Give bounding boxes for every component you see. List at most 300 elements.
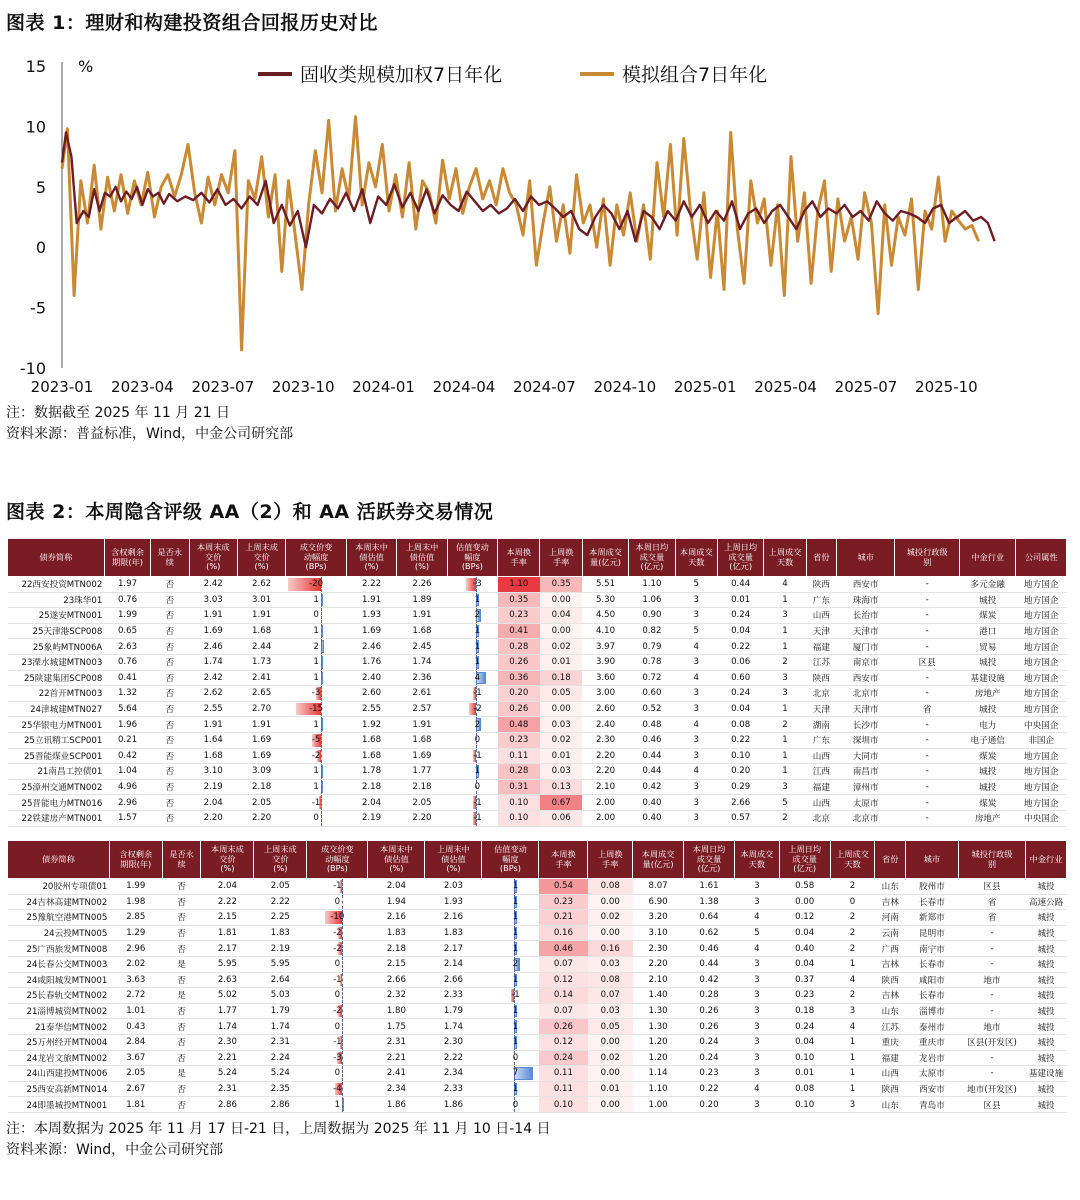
table-cell: [447, 592, 497, 608]
table-cell: [629, 592, 675, 608]
table-cell: [633, 1019, 684, 1035]
table-cell: [539, 972, 588, 988]
cell-value: 1: [474, 766, 481, 777]
cell-value: 城投: [1037, 944, 1055, 955]
cell-value: 3: [693, 688, 699, 699]
cell-value: -1: [511, 990, 520, 1001]
cell-value: 25陕建集团SCP008: [23, 673, 103, 684]
data-bar-axis: [342, 1019, 343, 1034]
cell-value: 5.64: [117, 704, 138, 715]
cell-value: 25遂安MTN001: [38, 611, 103, 622]
cell-value: 0.12: [795, 912, 815, 923]
table-cell: [675, 748, 717, 764]
cell-value: 非国企: [1028, 736, 1055, 747]
cell-value: 5: [782, 797, 788, 808]
cell-value: 北京: [812, 814, 830, 825]
cell-value: 0.48: [642, 719, 662, 730]
cell-value: 0: [334, 959, 341, 970]
cell-value: 2.20: [412, 813, 432, 824]
table-cell: [482, 1050, 539, 1066]
cell-value: 0.42: [699, 974, 719, 985]
cell-value: 1: [782, 704, 788, 715]
table-cell: [189, 639, 237, 655]
table-cell: [830, 956, 875, 972]
table-cell: [905, 1019, 958, 1035]
cell-value: 0: [313, 610, 319, 621]
cell-value: 福建: [812, 783, 830, 794]
cell-value: 1.86: [443, 1099, 463, 1110]
cell-value: 21南昌工控债01: [37, 767, 103, 778]
table-header-cell: 上周日均 成交量 (亿元): [779, 841, 830, 879]
cell-value: 1.91: [412, 719, 432, 730]
cell-value: 地方国企: [1024, 627, 1059, 638]
table-cell: [109, 1050, 162, 1066]
table-cell: [895, 795, 960, 811]
cell-value: 4: [693, 672, 699, 683]
table-cell: [830, 1003, 875, 1019]
table-cell: [806, 717, 836, 733]
cell-value: 1: [782, 641, 788, 652]
table-cell: [895, 592, 960, 608]
cell-value: 0.54: [553, 881, 573, 892]
cell-value: 0: [334, 990, 341, 1001]
cell-value: 1: [313, 782, 319, 793]
table-cell: [675, 810, 717, 826]
cell-value: 3: [754, 1068, 760, 1079]
cell-value: 地方国企: [1024, 595, 1059, 606]
cell-value: 福建: [812, 642, 830, 653]
cell-value: 2.30: [443, 1037, 463, 1048]
cell-value: 0.08: [795, 1084, 815, 1095]
cell-value: 2.61: [412, 688, 432, 699]
table-row: [8, 764, 1067, 780]
table-cell: [779, 1066, 830, 1082]
table-cell: [189, 732, 237, 748]
cell-value: 0.02: [551, 735, 571, 746]
table-cell: [1016, 623, 1067, 639]
cell-value: 2.31: [217, 1084, 237, 1095]
cell-value: 2.02: [126, 959, 146, 970]
table-cell: [836, 732, 894, 748]
cell-value: -: [925, 626, 929, 637]
data-bar-axis: [321, 639, 322, 654]
data-bar-axis: [321, 749, 322, 764]
table-cell: [482, 910, 539, 926]
cell-value: 1: [782, 766, 788, 777]
cell-value: 2.96: [126, 943, 146, 954]
cell-value: 0.08: [600, 881, 620, 892]
cell-value: 2.22: [443, 1052, 463, 1063]
cell-value: 1: [849, 1052, 856, 1063]
table-cell: [836, 779, 894, 795]
cell-value: 0.11: [553, 1068, 573, 1079]
table-cell: [162, 1034, 201, 1050]
cell-value: 3.63: [126, 974, 146, 985]
table-cell: [684, 1081, 735, 1097]
cell-value: 3: [754, 1006, 760, 1017]
cell-value: 1.14: [648, 1068, 668, 1079]
table-cell: [1026, 1019, 1067, 1035]
table-cell: [539, 894, 588, 910]
cell-value: 0.60: [731, 672, 751, 683]
table-cell: [286, 592, 347, 608]
cell-value: 1.99: [117, 610, 138, 621]
cell-value: 城投: [1037, 960, 1055, 971]
table-cell: [764, 577, 806, 593]
table-cell: [582, 795, 628, 811]
cell-value: 1.91: [361, 594, 382, 605]
cell-value: 0.02: [551, 641, 571, 652]
cell-value: 2: [849, 881, 856, 892]
cell-value: 吉林: [881, 897, 899, 908]
cell-value: 0.10: [731, 750, 751, 761]
table-cell: [307, 1066, 368, 1082]
cell-value: 25西安高新MTN014: [26, 1085, 108, 1096]
cell-value: 云南: [881, 929, 899, 940]
table-cell: [1016, 639, 1067, 655]
table-cell: [8, 894, 110, 910]
cell-value: 1: [782, 750, 788, 761]
cell-value: -: [925, 797, 929, 808]
table-cell: [675, 717, 717, 733]
cell-value: 0.60: [642, 688, 662, 699]
table-cell: [286, 701, 347, 717]
table-cell: [764, 670, 806, 686]
x-tick-label: 2025-10: [915, 378, 978, 396]
table-cell: [779, 910, 830, 926]
table-cell: [425, 1019, 482, 1035]
cell-value: 0.01: [551, 657, 571, 668]
cell-value: 0.04: [795, 959, 815, 970]
cell-value: 0.00: [551, 704, 571, 715]
table-cell: [779, 1050, 830, 1066]
table-cell: [1016, 732, 1067, 748]
cell-value: 0.26: [509, 657, 529, 668]
table-cell: [734, 1066, 779, 1082]
cell-value: 4: [474, 672, 481, 683]
table-cell: [254, 941, 307, 957]
cell-value: 1: [512, 928, 519, 939]
cell-value: 是: [177, 1069, 186, 1080]
cell-value: 0.41: [509, 626, 529, 637]
cell-value: 0.07: [600, 990, 620, 1001]
cell-value: 胶州市: [919, 882, 945, 893]
cell-value: 1: [782, 594, 788, 605]
table-cell: [498, 701, 540, 717]
table-cell: [905, 894, 958, 910]
table-cell: [717, 748, 763, 764]
cell-value: 电子通信: [970, 736, 1005, 747]
table-cell: [675, 592, 717, 608]
cell-value: 2.40: [361, 672, 382, 683]
cell-value: 1.74: [270, 1021, 290, 1032]
table-header-cell: 是否永 续: [151, 539, 189, 577]
cell-value: 0: [512, 1052, 519, 1063]
table-cell: [307, 894, 368, 910]
table-cell: [447, 795, 497, 811]
cell-value: 1: [313, 766, 319, 777]
table-cell: [109, 941, 162, 957]
table-row: [8, 1081, 1067, 1097]
cell-value: 1.94: [386, 896, 406, 907]
cell-value: 0.35: [551, 579, 571, 590]
table-cell: [151, 670, 189, 686]
legend-label: 固收类规模加权7日年化: [300, 64, 503, 86]
cell-value: 2.66: [731, 797, 751, 808]
table-cell: [346, 732, 396, 748]
table-cell: [539, 1050, 588, 1066]
x-tick-label: 2024-07: [513, 378, 576, 396]
cell-value: -15: [309, 704, 324, 715]
cell-value: 城投: [979, 705, 997, 716]
table-cell: [582, 779, 628, 795]
table-cell: [806, 701, 836, 717]
cell-value: 1.38: [699, 896, 719, 907]
cell-value: 2.18: [361, 782, 382, 793]
cell-value: 1.83: [270, 928, 290, 939]
table-cell: [254, 1081, 307, 1097]
table-cell: [286, 795, 347, 811]
cell-value: 0.28: [509, 766, 529, 777]
cell-value: 2.62: [252, 579, 272, 590]
cell-value: 0.00: [551, 594, 571, 605]
cell-value: 1: [512, 896, 519, 907]
cell-value: 2.31: [386, 1037, 406, 1048]
table-cell: [836, 592, 894, 608]
table-cell: [830, 1081, 875, 1097]
table-cell: [540, 717, 582, 733]
cell-value: 1: [474, 626, 481, 637]
table-cell: [1026, 1081, 1067, 1097]
table-cell: [684, 1097, 735, 1113]
table-cell: [895, 732, 960, 748]
table-cell: [540, 639, 582, 655]
cell-value: 0.40: [642, 797, 662, 808]
cell-value: 5.51: [595, 579, 616, 590]
table-cell: [582, 577, 628, 593]
table-cell: [8, 956, 110, 972]
cell-value: 2: [849, 990, 856, 1001]
table-cell: [307, 972, 368, 988]
table-cell: [8, 1019, 110, 1035]
cell-value: 4: [693, 641, 699, 652]
cell-value: 2: [849, 928, 856, 939]
table-cell: [905, 941, 958, 957]
cell-value: 5.24: [270, 1068, 290, 1079]
cell-value: 1.91: [412, 610, 432, 621]
table-cell: [237, 779, 285, 795]
cell-value: 1.01: [126, 1006, 146, 1017]
table-cell: [779, 1003, 830, 1019]
table-header-cell: 含权剩余 期限(年): [104, 539, 150, 577]
cell-value: 北京: [812, 689, 830, 700]
table-cell: [875, 1034, 906, 1050]
table-cell: [958, 1050, 1025, 1066]
cell-value: 3: [754, 896, 760, 907]
cell-value: 1.30: [648, 1006, 668, 1017]
cell-value: 22首开MTN003: [38, 689, 103, 700]
table-cell: [8, 639, 105, 655]
cell-value: 1.91: [252, 610, 272, 621]
cell-value: 0.03: [600, 1006, 620, 1017]
cell-value: 1.61: [699, 881, 719, 892]
cell-value: 0.90: [642, 610, 662, 621]
table-cell: [539, 1097, 588, 1113]
cell-value: 地市: [983, 975, 1001, 986]
table-cell: [151, 608, 189, 624]
cell-value: 2.36: [412, 672, 432, 683]
table-cell: [1016, 670, 1067, 686]
cell-value: 0.00: [600, 1068, 620, 1079]
cell-value: 地方国企: [1024, 611, 1059, 622]
cell-value: 高速公路: [1028, 897, 1064, 908]
cell-value: 西安市: [852, 580, 879, 591]
table-cell: [151, 717, 189, 733]
cell-value: 2.72: [126, 990, 146, 1001]
cell-value: 2.22: [270, 896, 290, 907]
cell-value: 2: [474, 719, 481, 730]
cell-value: 3.10: [648, 928, 668, 939]
table-cell: [8, 577, 105, 593]
cell-value: -5: [311, 735, 321, 746]
table-cell: [498, 639, 540, 655]
table-row: [8, 1019, 1067, 1035]
table-cell: [307, 879, 368, 895]
cell-value: 区县: [983, 1100, 1001, 1111]
table-cell: [368, 1019, 425, 1035]
table-cell: [629, 795, 675, 811]
cell-value: 0.76: [117, 657, 138, 668]
table-cell: [905, 1050, 958, 1066]
cell-value: 0.58: [795, 881, 815, 892]
cell-value: 22铁建房产MTN001: [21, 814, 103, 825]
cell-value: 漳州市: [852, 783, 879, 794]
cell-value: 2.35: [270, 1084, 290, 1095]
table-cell: [836, 623, 894, 639]
cell-value: 0.00: [600, 896, 620, 907]
figure2-title: 图表 2：本周隐含评级 AA（2）和 AA 活跃券交易情况: [6, 501, 494, 523]
cell-value: 广东: [812, 595, 830, 606]
table-cell: [109, 1003, 162, 1019]
cell-value: 2.70: [252, 704, 272, 715]
table-header-cell: 中金行业: [959, 539, 1015, 577]
table-cell: [8, 748, 105, 764]
table-cell: [447, 810, 497, 826]
cell-value: 0.10: [553, 1099, 573, 1110]
cell-value: 1.97: [117, 579, 138, 590]
table-cell: [629, 608, 675, 624]
cell-value: 1: [782, 626, 788, 637]
table-cell: [162, 910, 201, 926]
table-cell: [397, 779, 447, 795]
table-cell: [447, 779, 497, 795]
table-cell: [447, 608, 497, 624]
cell-value: 1: [512, 1006, 519, 1017]
table-cell: [675, 654, 717, 670]
cell-value: 1: [782, 735, 788, 746]
data-bar-axis: [342, 957, 343, 972]
table-cell: [717, 670, 763, 686]
cell-value: 1.79: [270, 1006, 290, 1017]
table-cell: [201, 1066, 254, 1082]
y-tick-label: -10: [19, 359, 46, 378]
cell-value: 2.63: [117, 641, 138, 652]
cell-value: 0.10: [509, 797, 529, 808]
table-cell: [684, 925, 735, 941]
table-cell: [734, 941, 779, 957]
table-cell: [806, 764, 836, 780]
table-cell: [806, 795, 836, 811]
cell-value: 地市: [983, 1022, 1001, 1033]
table-row: [8, 1097, 1067, 1113]
table-cell: [895, 670, 960, 686]
table-cell: [104, 670, 150, 686]
table-cell: [346, 701, 396, 717]
table-row: [8, 639, 1067, 655]
cell-value: 4: [693, 719, 699, 730]
table-cell: [1026, 941, 1067, 957]
table-cell: [346, 639, 396, 655]
cell-value: 是: [177, 991, 186, 1002]
table-header-cell: 省份: [875, 841, 906, 879]
cell-value: 0.18: [795, 1006, 815, 1017]
cell-value: 城投: [1037, 1053, 1055, 1064]
table-cell: [959, 686, 1015, 702]
table-cell: [959, 701, 1015, 717]
cell-value: 0.24: [731, 688, 751, 699]
table-cell: [8, 608, 105, 624]
table-cell: [346, 779, 396, 795]
table-cell: [764, 654, 806, 670]
cell-value: 1.69: [252, 735, 272, 746]
cell-value: 3: [693, 657, 699, 668]
table-cell: [8, 779, 105, 795]
table-cell: [189, 748, 237, 764]
cell-value: 1.68: [361, 750, 382, 761]
table-cell: [1026, 879, 1067, 895]
table-cell: [684, 1034, 735, 1050]
cell-value: 2: [474, 610, 481, 621]
table-cell: [346, 654, 396, 670]
cell-value: -3: [333, 1052, 342, 1063]
table-cell: [8, 764, 105, 780]
table-cell: [629, 732, 675, 748]
table-cell: [307, 941, 368, 957]
cell-value: 湖南: [812, 720, 830, 731]
cell-value: 1: [474, 657, 481, 668]
cell-value: 否: [177, 882, 186, 893]
cell-value: 2.04: [386, 881, 406, 892]
table-cell: [633, 956, 684, 972]
table-cell: [629, 810, 675, 826]
table-cell: [539, 925, 588, 941]
chart-legend: [258, 64, 767, 86]
cell-value: 0.35: [509, 594, 529, 605]
figure1-title: 图表 1：理财和构建投资组合回报历史对比: [6, 12, 378, 34]
table-cell: [959, 608, 1015, 624]
x-tick-label: 2025-07: [834, 378, 898, 396]
cell-value: 3: [693, 610, 699, 621]
table-row: [8, 592, 1067, 608]
table-cell: [368, 1097, 425, 1113]
table-cell: [633, 1066, 684, 1082]
cell-value: 0.00: [600, 928, 620, 939]
table-cell: [779, 972, 830, 988]
table-cell: [958, 1019, 1025, 1035]
table-cell: [779, 1019, 830, 1035]
table-cell: [162, 988, 201, 1004]
cell-value: 5.95: [270, 959, 290, 970]
